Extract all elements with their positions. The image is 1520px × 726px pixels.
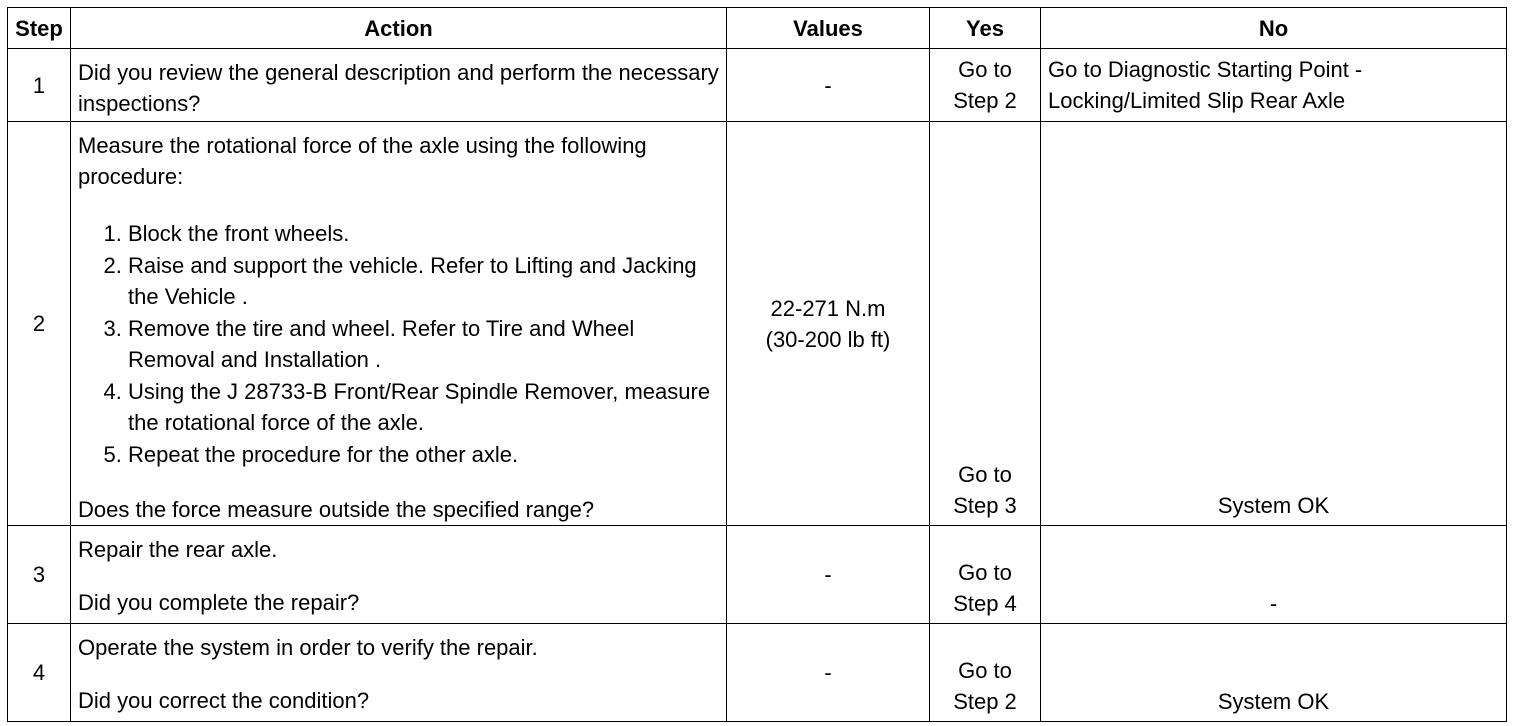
action-text: Did you review the general description and perform the necessary inspections? [78,60,719,116]
values-cell: - [727,624,930,722]
table-row [8,122,1507,526]
action-cell [71,624,727,722]
no-cell: - [1041,526,1507,624]
yes-cell [930,526,1041,624]
step-number: 2 [8,122,71,526]
procedure-step: 5. Repeat the procedure for the other axle. [128,439,719,470]
values-line-2: (30-200 lb ft) [765,326,891,352]
yes-cell [930,49,1041,122]
action-text: Repair the rear axle. [78,537,278,562]
action-cell [71,49,727,122]
action-cell [71,526,727,624]
table-row [8,624,1507,722]
procedure-list [78,218,719,470]
yes-cell [930,624,1041,722]
action-text: Operate the system in order to verify the repair. [78,635,538,660]
no-line-1: Go to Diagnostic Starting Point - [1048,57,1363,82]
header-step: Step [8,8,71,49]
step-number: 4 [8,624,71,722]
step-number: 3 [8,526,71,624]
action-question: Did you complete the repair? [78,590,360,615]
no-cell: System OK [1041,122,1507,526]
yes-line-1: Go to [958,57,1012,82]
header-values: Values [727,8,930,49]
no-cell [1041,49,1507,122]
yes-cell [930,122,1041,526]
values-cell: - [727,49,930,122]
values-cell [727,122,930,526]
no-cell: System OK [1041,624,1507,722]
action-question: Did you correct the condition? [78,688,370,713]
procedure-step: 2. Raise and support the vehicle. Refer to Lifting and Jacking the Vehicle . [128,250,719,312]
table-row [8,526,1507,624]
procedure-step: 3. Remove the tire and wheel. Refer to Tire and Wheel Removal and Installation . [128,313,719,375]
yes-line-2: Step 3 [953,493,1017,518]
header-row [8,8,1507,49]
yes-line-2: Step 2 [953,689,1017,714]
values-cell: - [727,526,930,624]
yes-line-1: Go to [958,560,1012,585]
action-question: Does the force measure outside the specified range? [78,497,595,522]
action-intro: Measure the rotational force of the axle using the following procedure: [78,133,647,189]
procedure-step: 1. Block the front wheels. [128,218,719,249]
procedure-step: 4. Using the J 28733-B Front/Rear Spindle Remover, measure the rotational force of the axle. [128,376,719,438]
yes-line-1: Go to [958,462,1012,487]
yes-line-2: Step 4 [953,591,1017,616]
yes-line-1: Go to [958,658,1012,683]
step-number: 1 [8,49,71,122]
no-line-2: Locking/Limited Slip Rear Axle [1048,88,1346,113]
header-no: No [1041,8,1507,49]
header-action: Action [71,8,727,49]
header-yes: Yes [930,8,1041,49]
table-row [8,49,1507,122]
diagnostic-table [7,7,1507,722]
action-cell [71,122,727,526]
values-line-1: 22-271 N.m [770,295,886,321]
yes-line-2: Step 2 [953,88,1017,113]
